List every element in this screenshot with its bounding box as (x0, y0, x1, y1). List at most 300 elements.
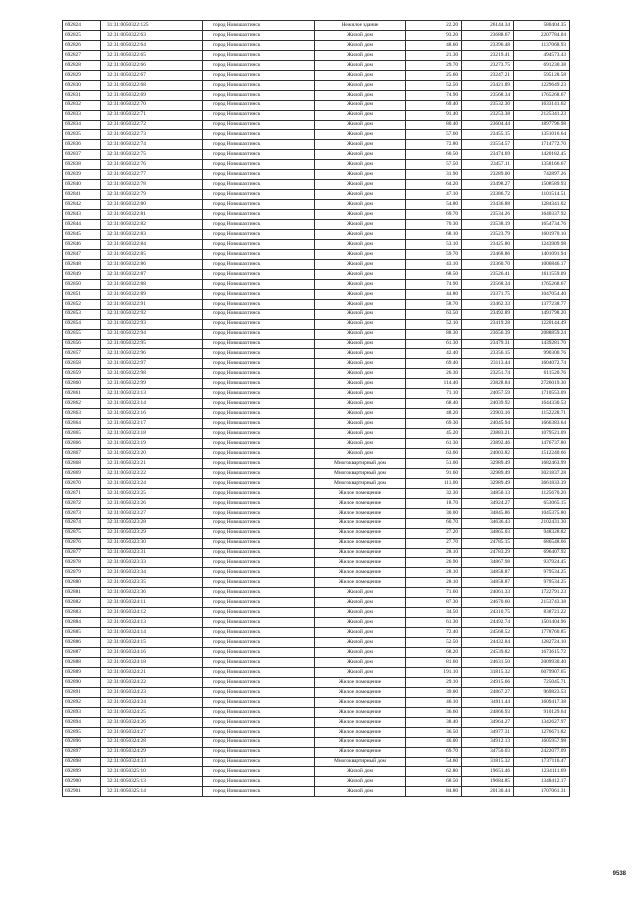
cadastral-value-cell: 1491798.20 (514, 309, 570, 319)
unit-price-cell: 34750.03 (462, 747, 514, 757)
table-row (63, 787, 570, 797)
table-row (63, 289, 570, 299)
location-cell: город Новошахтинск (203, 289, 315, 299)
location-cell: город Новошахтинск (203, 259, 315, 269)
unit-price-cell: 23604.44 (462, 120, 514, 130)
area-cell: 68.40 (406, 399, 462, 409)
table-row (63, 667, 570, 677)
unit-price-cell: 34977.31 (462, 727, 514, 737)
record-number-cell: 692878 (63, 558, 101, 568)
cadastral-value-cell: 1045375.80 (514, 508, 570, 518)
cadastral-number-cell: 32:31:0050322:75 (101, 150, 203, 160)
area-cell: 47.10 (406, 190, 462, 200)
cadastral-value-cell: 1765268.67 (514, 279, 570, 289)
cadastral-number-cell: 32:31:0050324:15 (101, 638, 203, 648)
record-number-cell: 692860 (63, 379, 101, 389)
record-number-cell: 692888 (63, 658, 101, 668)
table-row (63, 30, 570, 40)
object-type-cell: Жилой дом (315, 448, 406, 458)
record-number-cell: 692853 (63, 309, 101, 319)
cadastral-number-cell: 32:31:0050323:25 (101, 488, 203, 498)
object-type-cell: Жилой дом (315, 70, 406, 80)
cadastral-value-cell: 1722791.23 (514, 588, 570, 598)
cadastral-number-cell: 32:31:0050323:30 (101, 538, 203, 548)
cadastral-value-cell: 1765268.67 (514, 90, 570, 100)
location-cell: город Новошахтинск (203, 309, 315, 319)
location-cell: город Новошахтинск (203, 448, 315, 458)
cadastral-value-cell: 1439281.70 (514, 339, 570, 349)
cadastral-value-cell: 1351016.64 (514, 130, 570, 140)
location-cell: город Новошахтинск (203, 249, 315, 259)
cadastral-number-cell: 32:31:0050322:76 (101, 160, 203, 170)
area-cell: 48.60 (406, 40, 462, 50)
record-number-cell: 692856 (63, 339, 101, 349)
record-number-cell: 692873 (63, 508, 101, 518)
unit-price-cell: 23903.16 (462, 409, 514, 419)
table-row (63, 548, 570, 558)
table-row (63, 369, 570, 379)
object-type-cell: Нежилое здание (315, 21, 406, 31)
area-cell: 29.70 (406, 60, 462, 70)
table-row (63, 120, 570, 130)
object-type-cell: Жилое помещение (315, 528, 406, 538)
record-number-cell: 692898 (63, 757, 101, 767)
cadastral-number-cell: 32:31:0050323:33 (101, 558, 203, 568)
area-cell: 69.70 (406, 210, 462, 220)
table-row (63, 448, 570, 458)
cadastral-value-cell: 1047054.40 (514, 289, 570, 299)
record-number-cell: 692900 (63, 777, 101, 787)
record-number-cell: 692858 (63, 359, 101, 369)
record-number-cell: 692871 (63, 488, 101, 498)
object-type-cell: Жилой дом (315, 349, 406, 359)
record-number-cell: 692869 (63, 468, 101, 478)
area-cell: 81.60 (406, 658, 462, 668)
area-cell: 18.70 (406, 498, 462, 508)
unit-price-cell: 34636.43 (462, 518, 514, 528)
area-cell: 28.10 (406, 568, 462, 578)
area-cell: 30.00 (406, 508, 462, 518)
location-cell: город Новошахтинск (203, 737, 315, 747)
cadastral-number-cell: 32:31:0050324:13 (101, 618, 203, 628)
record-number-cell: 692892 (63, 697, 101, 707)
cadastral-value-cell: 1644330.53 (514, 399, 570, 409)
cadastral-number-cell: 32:31:0050323:34 (101, 568, 203, 578)
record-number-cell: 692854 (63, 319, 101, 329)
object-type-cell: Жилой дом (315, 767, 406, 777)
location-cell: город Новошахтинск (203, 130, 315, 140)
location-cell: город Новошахтинск (203, 419, 315, 429)
record-number-cell: 692867 (63, 448, 101, 458)
location-cell: город Новошахтинск (203, 140, 315, 150)
object-type-cell: Жилой дом (315, 667, 406, 677)
object-type-cell: Жилой дом (315, 130, 406, 140)
area-cell: 63.00 (406, 448, 462, 458)
object-type-cell: Жилой дом (315, 239, 406, 249)
area-cell: 69.30 (406, 419, 462, 429)
object-type-cell: Жилое помещение (315, 538, 406, 548)
record-number-cell: 692877 (63, 548, 101, 558)
cadastral-value-cell: 595128.58 (514, 70, 570, 80)
object-type-cell: Жилой дом (315, 319, 406, 329)
cadastral-number-cell: 32:31:0050322:63 (101, 30, 203, 40)
unit-price-cell: 24915.66 (462, 677, 514, 687)
cadastral-number-cell: 32:31:0050324:25 (101, 707, 203, 717)
table-row (63, 190, 570, 200)
area-cell: 69.40 (406, 100, 462, 110)
area-cell: 64.20 (406, 180, 462, 190)
unit-price-cell: 23371.75 (462, 289, 514, 299)
record-number-cell: 692863 (63, 409, 101, 419)
location-cell: город Новошахтинск (203, 90, 315, 100)
location-cell: город Новошахтинск (203, 628, 315, 638)
record-number-cell: 692889 (63, 667, 101, 677)
area-cell: 87.30 (406, 598, 462, 608)
table-row (63, 458, 570, 468)
location-cell: город Новошахтинск (203, 359, 315, 369)
unit-price-cell: 24432.84 (462, 638, 514, 648)
object-type-cell: Жилой дом (315, 150, 406, 160)
record-number-cell: 692874 (63, 518, 101, 528)
object-type-cell: Жилой дом (315, 190, 406, 200)
location-cell: город Новошахтинск (203, 697, 315, 707)
object-type-cell: Жилой дом (315, 648, 406, 658)
location-cell: город Новошахтинск (203, 478, 315, 488)
object-type-cell: Жилой дом (315, 170, 406, 180)
unit-price-cell: 24867.27 (462, 687, 514, 697)
location-cell: город Новошахтинск (203, 648, 315, 658)
object-type-cell: Жилой дом (315, 269, 406, 279)
cadastral-number-cell: 32:31:0050322:72 (101, 120, 203, 130)
object-type-cell: Жилой дом (315, 210, 406, 220)
object-type-cell: Жилой дом (315, 50, 406, 60)
record-number-cell: 692890 (63, 677, 101, 687)
table-row (63, 40, 570, 50)
table-row (63, 279, 570, 289)
cadastral-value-cell: 3021837.28 (514, 468, 570, 478)
cadastral-number-cell: 32:31:0050323:28 (101, 518, 203, 528)
cadastral-value-cell: 1079521.09 (514, 429, 570, 439)
cadastral-value-cell: 1609417.38 (514, 697, 570, 707)
location-cell: город Новошахтинск (203, 339, 315, 349)
object-type-cell: Жилой дом (315, 439, 406, 449)
cadastral-value-cell: 1654734.76 (514, 220, 570, 230)
unit-price-cell: 24631.50 (462, 658, 514, 668)
location-cell: город Новошахтинск (203, 598, 315, 608)
table-row (63, 409, 570, 419)
cadastral-value-cell: 696407.92 (514, 548, 570, 558)
location-cell: город Новошахтинск (203, 60, 315, 70)
cadastral-number-cell: 32:31:0050324:27 (101, 727, 203, 737)
location-cell: город Новошахтинск (203, 80, 315, 90)
cadastral-value-cell: 1707061.31 (514, 787, 570, 797)
record-number-cell: 692899 (63, 767, 101, 777)
cadastral-value-cell: 1633141.62 (514, 100, 570, 110)
location-cell: город Новошахтинск (203, 319, 315, 329)
area-cell: 111.00 (406, 478, 462, 488)
record-number-cell: 692881 (63, 588, 101, 598)
area-cell: 68.50 (406, 777, 462, 787)
cadastral-value-cell: 2726019.30 (514, 379, 570, 389)
area-cell: 57.60 (406, 130, 462, 140)
record-number-cell: 692862 (63, 399, 101, 409)
table-row (63, 230, 570, 240)
table-row (63, 747, 570, 757)
object-type-cell: Жилой дом (315, 30, 406, 40)
cadastral-number-cell: 32:31:0050322:93 (101, 319, 203, 329)
cadastral-number-cell: 32:31:0050324:18 (101, 658, 203, 668)
cadastral-value-cell: 1666383.64 (514, 419, 570, 429)
unit-price-cell: 23468.86 (462, 249, 514, 259)
object-type-cell: Многоквартирный дом (315, 458, 406, 468)
cadastral-value-cell: 979534.25 (514, 578, 570, 588)
unit-price-cell: 34845.86 (462, 508, 514, 518)
location-cell: город Новошахтинск (203, 329, 315, 339)
location-cell: город Новошахтинск (203, 180, 315, 190)
location-cell: город Новошахтинск (203, 578, 315, 588)
area-cell: 74.90 (406, 90, 462, 100)
area-cell: 44.80 (406, 289, 462, 299)
cadastral-value-cell: 1276671.82 (514, 727, 570, 737)
area-cell: 28.10 (406, 578, 462, 588)
unit-price-cell: 20130.44 (462, 787, 514, 797)
table-row (63, 677, 570, 687)
area-cell: 57.50 (406, 160, 462, 170)
record-number-cell: 692865 (63, 429, 101, 439)
cadastral-number-cell: 32:31:0050322:80 (101, 200, 203, 210)
cadastral-number-cell: 32:31:0050323:17 (101, 419, 203, 429)
record-number-cell: 692847 (63, 249, 101, 259)
cadastral-value-cell: 1125670.20 (514, 488, 570, 498)
cadastral-value-cell: 580404.35 (514, 21, 570, 31)
unit-price-cell: 24785.15 (462, 538, 514, 548)
unit-price-cell: 23419.28 (462, 319, 514, 329)
location-cell: город Новошахтинск (203, 548, 315, 558)
area-cell: 72.40 (406, 628, 462, 638)
area-cell: 45.20 (406, 429, 462, 439)
location-cell: город Новошахтинск (203, 638, 315, 648)
unit-price-cell: 34865.03 (462, 528, 514, 538)
cadastral-number-cell: 32:31:0050323:24 (101, 478, 203, 488)
cadastral-value-cell: 1282724.10 (514, 638, 570, 648)
location-cell: город Новошахтинск (203, 498, 315, 508)
cadastral-number-cell: 32:31:0050322:71 (101, 110, 203, 120)
cadastral-number-cell: 32:31:0050322:79 (101, 190, 203, 200)
location-cell: город Новошахтинск (203, 190, 315, 200)
location-cell: город Новошахтинск (203, 667, 315, 677)
cadastral-number-cell: 32:31:0050324:21 (101, 667, 203, 677)
table-body (63, 21, 570, 797)
cadastral-value-cell: 2009930.40 (514, 658, 570, 668)
area-cell: 91.60 (406, 468, 462, 478)
table-row (63, 638, 570, 648)
location-cell: город Новошахтинск (203, 349, 315, 359)
cadastral-value-cell: 2102431.30 (514, 518, 570, 528)
object-type-cell: Жилой дом (315, 777, 406, 787)
object-type-cell: Жилой дом (315, 389, 406, 399)
area-cell: 34.50 (406, 608, 462, 618)
location-cell: город Новошахтинск (203, 160, 315, 170)
record-number-cell: 692879 (63, 568, 101, 578)
unit-price-cell: 23534.26 (462, 210, 514, 220)
area-cell: 72.80 (406, 140, 462, 150)
unit-price-cell: 31815.32 (462, 667, 514, 677)
location-cell: город Новошахтинск (203, 30, 315, 40)
cadastral-value-cell: 1420182.45 (514, 150, 570, 160)
cadastral-value-cell: 948328.82 (514, 528, 570, 538)
area-cell: 70.30 (406, 220, 462, 230)
record-number-cell: 692839 (63, 170, 101, 180)
unit-price-cell: 24866.93 (462, 707, 514, 717)
object-type-cell: Жилой дом (315, 309, 406, 319)
location-cell: город Новошахтинск (203, 110, 315, 120)
record-number-cell: 692844 (63, 220, 101, 230)
area-cell: 114.40 (406, 379, 462, 389)
cadastral-number-cell: 32:31:0050322:97 (101, 359, 203, 369)
unit-price-cell: 23273.75 (462, 60, 514, 70)
cadastral-number-cell: 32:31:0050322:88 (101, 279, 203, 289)
cadastral-number-cell: 32:31:0050323:27 (101, 508, 203, 518)
record-number-cell: 692829 (63, 70, 101, 80)
object-type-cell: Жилое помещение (315, 558, 406, 568)
record-number-cell: 692826 (63, 40, 101, 50)
area-cell: 61.30 (406, 618, 462, 628)
unit-price-cell: 24310.75 (462, 608, 514, 618)
cadastral-value-cell: 937924.45 (514, 558, 570, 568)
record-number-cell: 692841 (63, 190, 101, 200)
table-row (63, 239, 570, 249)
location-cell: город Новошахтинск (203, 439, 315, 449)
cadastral-value-cell: 1501404.96 (514, 618, 570, 628)
area-cell: 36.50 (406, 727, 462, 737)
table-row (63, 100, 570, 110)
record-number-cell: 692870 (63, 478, 101, 488)
area-cell: 88.30 (406, 329, 462, 339)
table-row (63, 70, 570, 80)
cadastral-number-cell: 32:31:0050322:94 (101, 329, 203, 339)
object-type-cell: Жилой дом (315, 787, 406, 797)
object-type-cell: Многоквартирный дом (315, 478, 406, 488)
table-row (63, 568, 570, 578)
unit-price-cell: 31815.32 (462, 757, 514, 767)
cadastral-number-cell: 32:31:0050322:85 (101, 249, 203, 259)
cadastral-value-cell: 2422077.09 (514, 747, 570, 757)
record-number-cell: 692828 (63, 60, 101, 70)
unit-price-cell: 23568.34 (462, 279, 514, 289)
location-cell: город Новошахтинск (203, 787, 315, 797)
table-row (63, 200, 570, 210)
unit-price-cell: 34912.13 (462, 737, 514, 747)
cadastral-number-cell: 32:31:0050322:95 (101, 339, 203, 349)
area-cell: 25.60 (406, 70, 462, 80)
object-type-cell: Жилое помещение (315, 727, 406, 737)
area-cell: 84.80 (406, 787, 462, 797)
table-row (63, 588, 570, 598)
object-type-cell: Жилой дом (315, 299, 406, 309)
table-row (63, 110, 570, 120)
unit-price-cell: 26144.34 (462, 21, 514, 31)
location-cell: город Новошахтинск (203, 299, 315, 309)
cadastral-number-cell: 32:31:0050322:98 (101, 369, 203, 379)
location-cell: город Новошахтинск (203, 677, 315, 687)
unit-price-cell: 23498.27 (462, 180, 514, 190)
location-cell: город Новошахтинск (203, 658, 315, 668)
cadastral-value-cell: 494573.43 (514, 50, 570, 60)
table-row (63, 180, 570, 190)
cadastral-value-cell: 1342627.97 (514, 717, 570, 727)
cadastral-number-cell: 32:31:0050323:29 (101, 528, 203, 538)
object-type-cell: Жилой дом (315, 90, 406, 100)
cadastral-number-cell: 32:31:0050322:78 (101, 180, 203, 190)
area-cell: 28.10 (406, 548, 462, 558)
unit-price-cell: 23113.44 (462, 359, 514, 369)
cadastral-value-cell: 742897.26 (514, 170, 570, 180)
cadastral-value-cell: 838721.22 (514, 608, 570, 618)
location-cell: город Новошахтинск (203, 230, 315, 240)
unit-price-cell: 24039.92 (462, 399, 514, 409)
location-cell: город Новошахтинск (203, 747, 315, 757)
unit-price-cell: 34858.87 (462, 578, 514, 588)
table-row (63, 697, 570, 707)
table-row (63, 359, 570, 369)
table-row (63, 269, 570, 279)
table-row (63, 210, 570, 220)
object-type-cell: Жилой дом (315, 60, 406, 70)
record-number-cell: 692868 (63, 458, 101, 468)
area-cell: 27.70 (406, 538, 462, 548)
unit-price-cell: 23568.34 (462, 90, 514, 100)
area-cell: 69.70 (406, 747, 462, 757)
object-type-cell: Жилой дом (315, 628, 406, 638)
object-type-cell: Жилой дом (315, 379, 406, 389)
object-type-cell: Жилой дом (315, 329, 406, 339)
location-cell: город Новошахтинск (203, 220, 315, 230)
table-row (63, 707, 570, 717)
unit-price-cell: 34858.87 (462, 568, 514, 578)
cadastral-value-cell: 1220144.49 (514, 319, 570, 329)
record-number-cell: 692896 (63, 737, 101, 747)
table-row (63, 389, 570, 399)
cadastral-value-cell: 1778760.85 (514, 628, 570, 638)
unit-price-cell: 23462.33 (462, 299, 514, 309)
cadastral-number-cell: 32:31:0050322:89 (101, 289, 203, 299)
unit-price-cell: 23523.79 (462, 230, 514, 240)
cadastral-value-cell: 1897796.98 (514, 120, 570, 130)
location-cell: город Новошахтинск (203, 468, 315, 478)
object-type-cell: Жилой дом (315, 608, 406, 618)
location-cell: город Новошахтинск (203, 687, 315, 697)
area-cell: 22.20 (406, 21, 462, 31)
cadastral-number-cell: 32:31:0050322:86 (101, 259, 203, 269)
table-row (63, 220, 570, 230)
record-number-cell: 692845 (63, 230, 101, 240)
table-row (63, 578, 570, 588)
table-row (63, 737, 570, 747)
area-cell: 26.30 (406, 369, 462, 379)
cadastral-number-cell: 32:31:0050323:26 (101, 498, 203, 508)
cadastral-number-cell: 32:31:0050322:82 (101, 220, 203, 230)
object-type-cell: Жилой дом (315, 409, 406, 419)
record-number-cell: 692875 (63, 528, 101, 538)
table-row (63, 130, 570, 140)
unit-price-cell: 23828.84 (462, 379, 514, 389)
object-type-cell: Жилой дом (315, 220, 406, 230)
location-cell: город Новошахтинск (203, 239, 315, 249)
unit-price-cell: 24539.82 (462, 648, 514, 658)
cadastral-number-cell: 32:31:0050323:20 (101, 448, 203, 458)
cadastral-value-cell: 725045.71 (514, 677, 570, 687)
cadastral-value-cell: 1377238.77 (514, 299, 570, 309)
